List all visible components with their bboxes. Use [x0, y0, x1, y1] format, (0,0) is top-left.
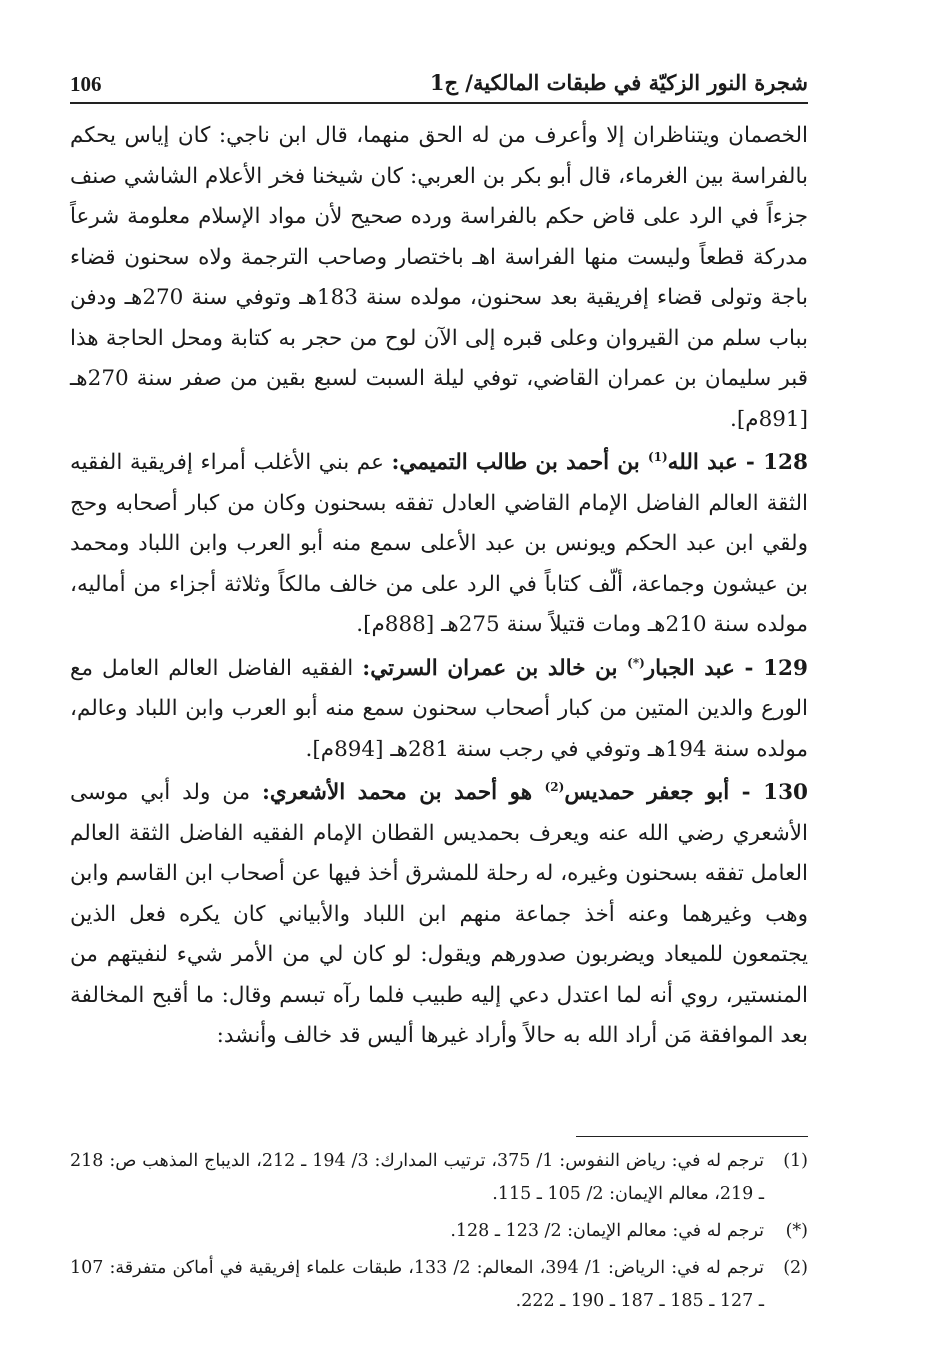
entry-130 [70, 773, 808, 1057]
entry-name-rest: هو أحمد بن محمد الأشعري: [261, 780, 545, 805]
entry-name: عبد الله [667, 450, 738, 475]
footnote-2 [70, 1252, 808, 1318]
footnote-1 [70, 1145, 808, 1211]
entry-name-rest: بن خالد بن عمران السرتي: [362, 655, 628, 681]
footnote-mark: (2) [783, 1258, 808, 1278]
entry-name-rest: بن أحمد بن طالب التميمي: [391, 450, 648, 475]
footnotes [70, 1145, 808, 1322]
footnote-text: ترجم له في: رياض النفوس: 1/ 375، ترتيب المدارك: 3/ 194 ـ 212، الديباج المذهب ص: 218 ـ 219، معالم الإيمان: 2/ 105 ـ 115. [70, 1151, 764, 1204]
page-header [70, 60, 808, 104]
footnote-reference: (2) [544, 779, 565, 794]
footnote-text: ترجم له في: الرياض: 1/ 394، المعالم: 2/ 133، طبقات علماء إفريقية في أماكن متفرقة: 107 ـ 127 ـ 185 ـ 187 ـ 190 ـ 222. [70, 1258, 764, 1311]
entry-number: 130 - [729, 780, 809, 805]
entry-number: 129 - [734, 655, 808, 681]
entry-name: عبد الجبار [644, 655, 735, 681]
main-text [70, 116, 808, 1057]
entry-text: الفقيه الفاضل العالم العامل مع الورع والدين المتين من كبار أصحاب سحنون سمع منه أبو العرب وابن اللباد وعالم، مولده سنة 194هـ وتوفي في رجب سنة 281هـ [894م]. [70, 655, 808, 762]
footnote-mark: (1) [783, 1151, 808, 1171]
footnote-text: ترجم له في: معالم الإيمان: 2/ 123 ـ 128. [450, 1221, 764, 1241]
running-title: شجرة النور الزكيّة في طبقات المالكية/ ج1 [429, 70, 808, 95]
entry-129 [70, 649, 808, 771]
footnote-reference: (*) [627, 655, 645, 670]
footnote-reference: (1) [647, 449, 668, 464]
intro-paragraph: الخصمان ويتناظران إلا وأعرف من له الحق منهما، قال ابن ناجي: كان إياس يحكم بالفراسة بين الغرماء، قال أبو بكر بن العربي: كان شيخنا فخر الأعلام الشاشي صنف جزءاً في الرد على قاض حكم بالفراسة ورده صحيح لأن مواد الإسلام معلومة شرعاً مدركة قطعاً وليست منها الفراسة اهـ باختصار وصاحب الترجمة ولاه سحنون قضاء باجة وتولى قضاء إفريقية بعد سحنون، مولده سنة 183هـ وتوفي سنة 270هـ ودفن بباب سلم من القيروان وعلى قبره إلى الآن لوح من حجر به كتابة ومحل الحاجة هذا قبر سليمان بن عمران القاضي، توفي ليلة السبت لسبع بقين من صفر سنة 270هـ [891م]. [70, 123, 808, 432]
page-number: 106 [70, 72, 102, 96]
footnote-mark: (*) [785, 1221, 808, 1241]
entry-128 [70, 443, 808, 646]
entry-number: 128 - [737, 450, 808, 475]
footnote-separator [576, 1136, 808, 1137]
entry-name: أبو جعفر حمديس [564, 780, 730, 805]
entry-text: من ولد أبي موسى الأشعري رضي الله عنه ويعرف بحمديس القطان الإمام الفقيه الفاضل الثقة العالم العامل تفقه بسحنون وغيره، له رحلة للمشرق أخذ فيها عن أصحاب ابن القاسم وابن وهب وغيرهما وعنه أخذ جماعة منهم ابن اللباد والأبياني كان يكره فعل الذين يجتمعون للميعاد ويضربون صدورهم ويقول: لو كان لي من الأمر شيء لنفيتهم من المنستير، روي أنه لما اعتدل دعي إليه طبيب فلما رآه تبسم وقال: ما أقبح المخالفة بعد الموافقة مَن أراد الله به حالاً وأراد غيرها أليس قد خالف وأنشد: [70, 780, 808, 1048]
entry-text: عم بني الأغلب أمراء إفريقية الفقيه الثقة العالم الفاضل الإمام القاضي العادل تفقه بسحنون وكان من كبار أصحابه وحج ولقي ابن عبد الحكم ويونس بن عبد الأعلى سمع منه أبو العرب وابن اللباد ومحمد بن عيشون وجماعة، ألّف كتاباً في الرد على من خالف مالكاً وثلاثة أجزاء من أماليه، مولده سنة 210هـ ومات قتيلاً سنة 275هـ [888م]. [70, 450, 808, 637]
footnote-star [70, 1215, 808, 1248]
header-rule [70, 102, 808, 104]
